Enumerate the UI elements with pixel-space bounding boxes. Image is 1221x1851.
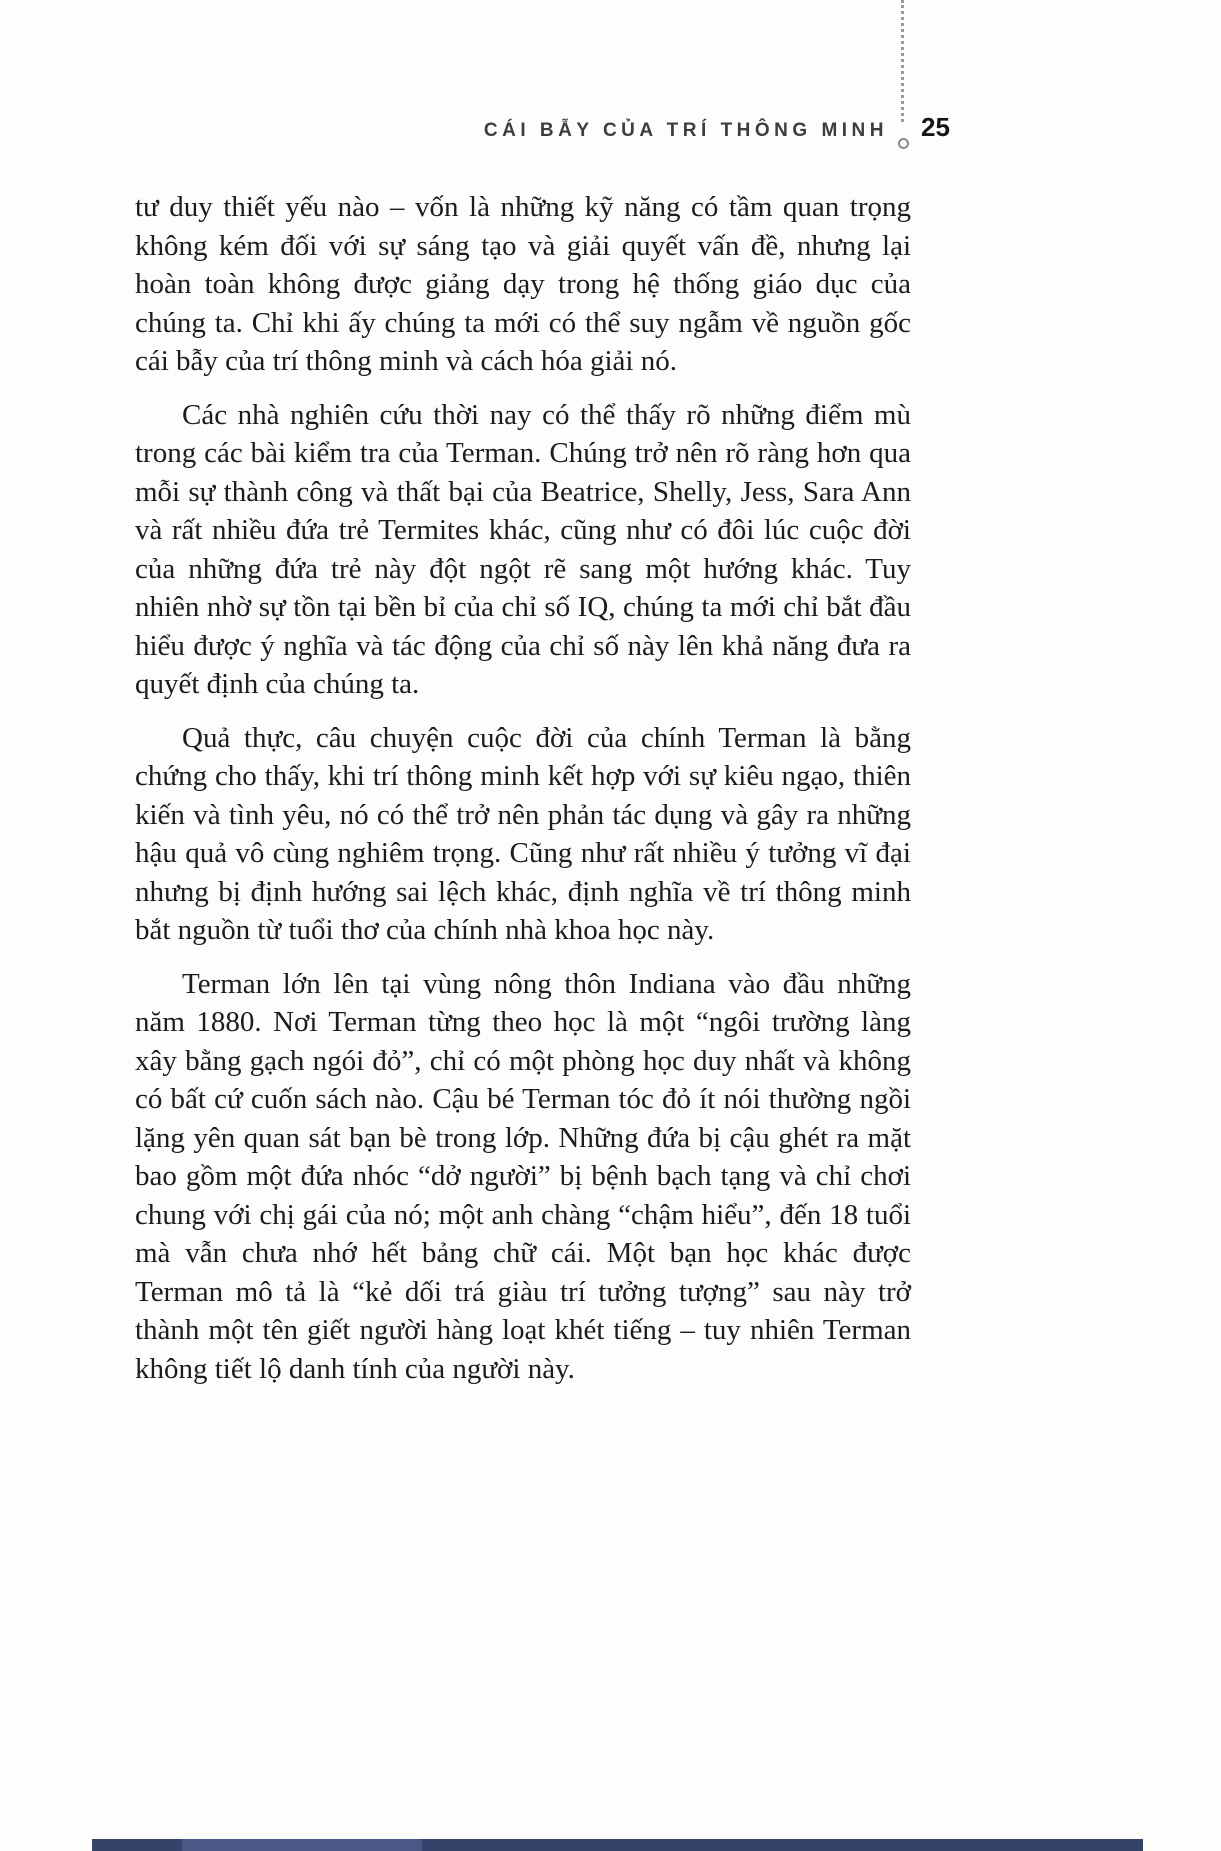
paragraph: Quả thực, câu chuyện cuộc đời của chính Terman là bằng chứng cho thấy, khi trí thông minh kết hợp với sự kiêu ngạo, thiên kiến và tình yêu, nó có thể trở nên phản tác dụng và gây ra những hậu quả vô cùng nghiêm trọng. Cũng như rất nhiều ý tưởng vĩ đại nhưng bị định hướng sai lệch khác, định nghĩa về trí thông minh bắt nguồn từ tuổi thơ của chính nhà khoa học này. [135,721,911,946]
paragraph: tư duy thiết yếu nào – vốn là những kỹ năng có tầm quan trọng không kém đối với sự sáng tạo và giải quyết vấn đề, nhưng lại hoàn toàn không được giảng dạy trong hệ thống giáo dục của chúng ta. Chỉ khi ấy chúng ta mới có thể suy ngẫm về nguồn gốc cái bẫy của trí thông minh và cách hóa giải nó. [135,191,911,377]
dotted-divider-end-circle [898,138,909,149]
dotted-divider-line [901,0,904,122]
running-header-title: CÁI BẪY CỦA TRÍ THÔNG MINH [483,120,888,141]
body-text-block [135,188,911,1403]
scan-artifact-bottom-edge [92,1839,1143,1851]
paragraph: Các nhà nghiên cứu thời nay có thể thấy rõ những điểm mù trong các bài kiểm tra của Terman. Chúng trở nên rõ ràng hơn qua mỗi sự thành công và thất bại của Beatrice, Shelly, Jess, Sara Ann và rất nhiều đứa trẻ Termites khác, cũng như có đôi lúc cuộc đời của những đứa trẻ này đột ngột rẽ sang một hướng khác. Tuy nhiên nhờ sự tồn tại bền bỉ của chỉ số IQ, chúng ta mới chỉ bắt đầu hiểu được ý nghĩa và tác động của chỉ số này lên khả năng đưa ra quyết định của chúng ta. [135,398,911,700]
paragraph: Terman lớn lên tại vùng nông thôn Indiana vào đầu những năm 1880. Nơi Terman từng theo học là một “ngôi trường làng xây bằng gạch ngói đỏ”, chỉ có một phòng học duy nhất và không có bất cứ cuốn sách nào. Cậu bé Terman tóc đỏ ít nói thường ngồi lặng yên quan sát bạn bè trong lớp. Những đứa bị cậu ghét ra mặt bao gồm một đứa nhóc “dở người” bị bệnh bạch tạng và chỉ chơi chung với chị gái của nó; một anh chàng “chậm hiểu”, đến 18 tuổi mà vẫn chưa nhớ hết bảng chữ cái. Một bạn học khác được Terman mô tả là “kẻ dối trá giàu trí tưởng tượng” sau này trở thành một tên giết người hàng loạt khét tiếng – tuy nhiên Terman không tiết lộ danh tính của người này. [135,967,911,1385]
page-number: 25 [921,112,950,142]
